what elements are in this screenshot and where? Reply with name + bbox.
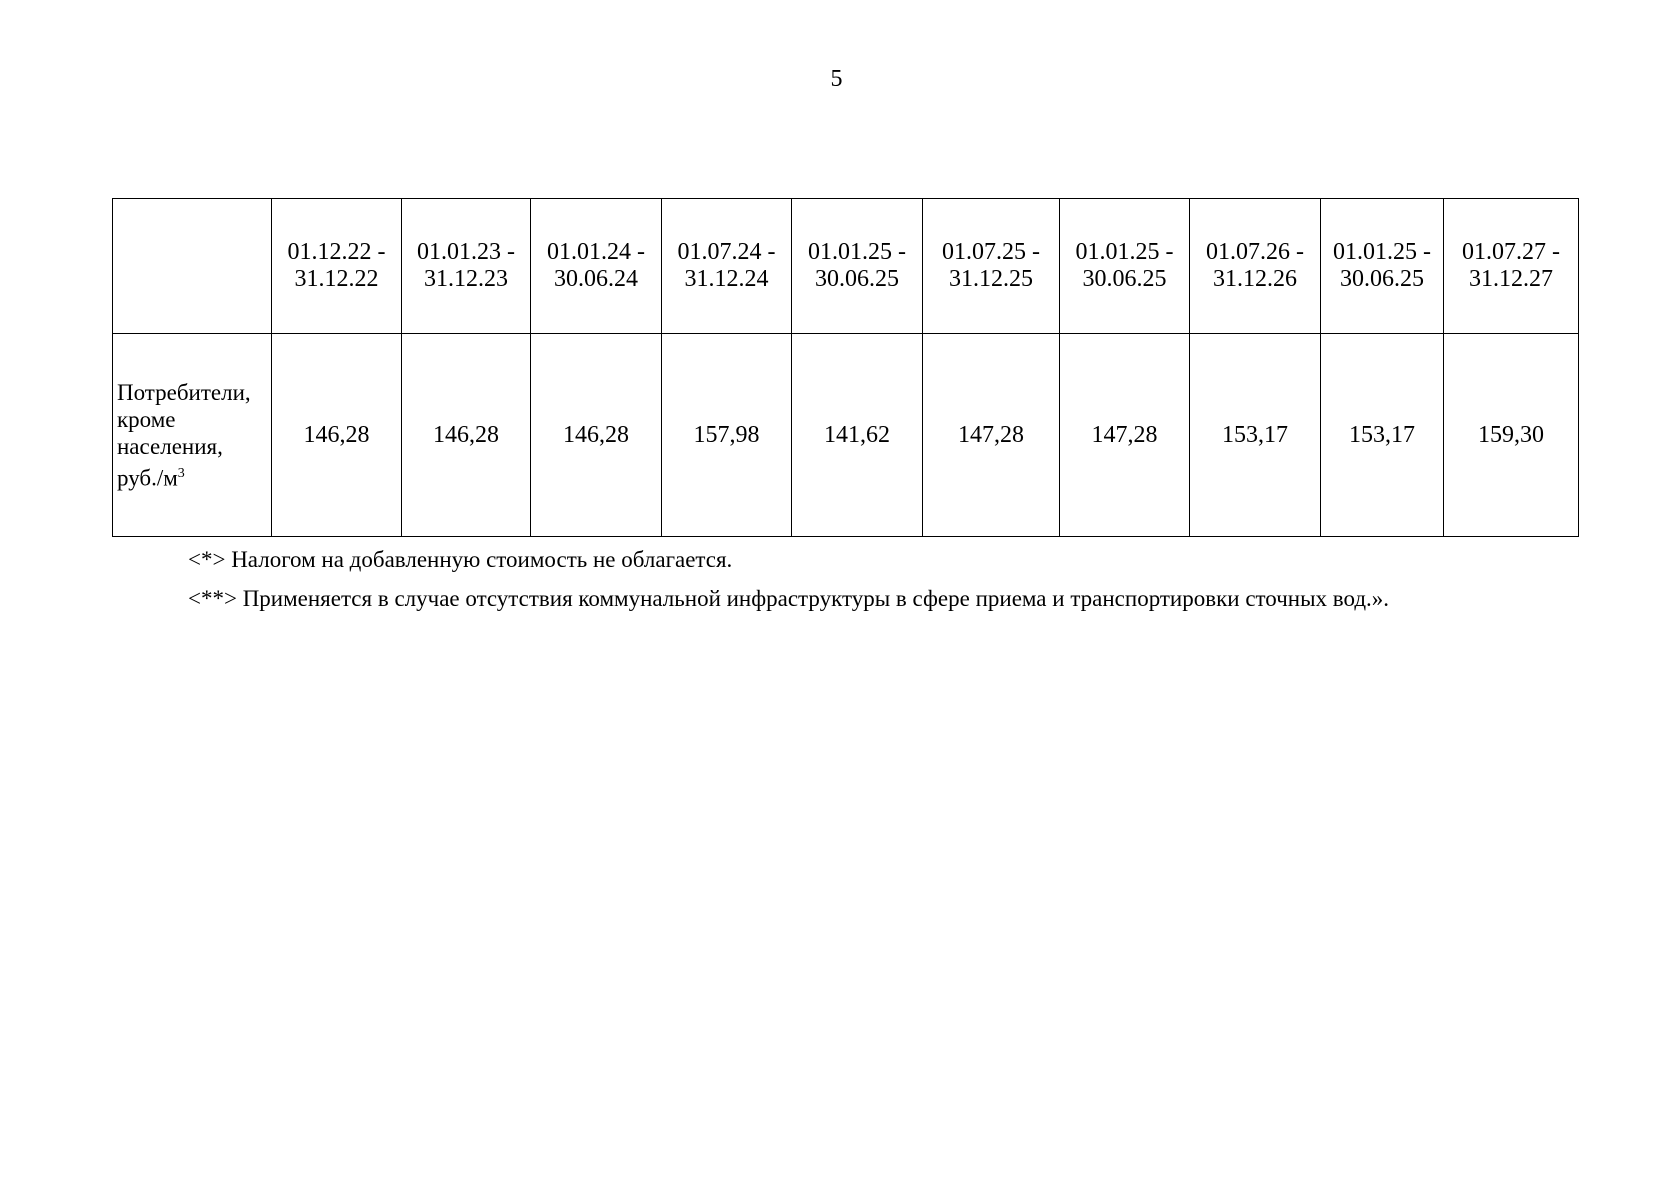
period-cell (1060, 199, 1190, 334)
tariff-value-cell: 146,28 (272, 334, 402, 537)
period-start: 01.01.24 - (547, 239, 645, 265)
period-end: 31.12.23 (424, 266, 508, 292)
period-cell (662, 199, 792, 334)
footnote-vat: <*> Налогом на добавленную стоимость не облагается. (188, 547, 733, 572)
period-start: 01.07.25 - (942, 239, 1040, 265)
period-start: 01.01.25 - (1333, 239, 1431, 265)
period-start: 01.07.24 - (677, 239, 776, 265)
period-cell (792, 199, 923, 334)
period-end: 31.12.27 (1469, 266, 1553, 292)
period-end: 31.12.22 (294, 266, 379, 292)
row-label-line: населения, (117, 433, 223, 459)
period-end: 31.12.26 (1213, 266, 1297, 292)
period-start: 01.01.25 - (808, 239, 906, 265)
period-end: 30.06.25 (815, 266, 899, 292)
period-start: 01.01.25 - (1075, 239, 1174, 265)
table-header-row (113, 199, 1579, 334)
tariff-value-cell: 147,28 (1060, 334, 1190, 537)
tariff-value-cell: 153,17 (1321, 334, 1444, 537)
table-corner-cell (113, 199, 272, 334)
tariff-value-cell: 146,28 (531, 334, 662, 537)
period-start: 01.07.26 - (1206, 239, 1304, 265)
page-number: 5 (830, 66, 843, 92)
period-start: 01.01.23 - (417, 239, 515, 265)
unit-superscript: 3 (177, 465, 185, 481)
row-label-line: Потребители, (117, 379, 251, 405)
period-cell (1444, 199, 1579, 334)
table-row (113, 334, 1579, 537)
footnote-infrastructure: <**> Применяется в случае отсутствия коммунальной инфраструктуры в сфере приема и транспортировки сточных вод.». (188, 586, 1390, 611)
tariff-value-cell: 157,98 (662, 334, 792, 537)
tariff-table (112, 198, 1579, 537)
period-end: 30.06.24 (554, 266, 638, 292)
row-label-unit (117, 460, 268, 492)
period-cell (923, 199, 1060, 334)
period-end: 30.06.25 (1340, 266, 1424, 292)
tariff-value-cell: 141,62 (792, 334, 923, 537)
period-end: 31.12.25 (949, 266, 1033, 292)
period-end: 30.06.25 (1082, 266, 1167, 292)
tariff-value-cell: 147,28 (923, 334, 1060, 537)
period-cell (1190, 199, 1321, 334)
tariff-value-cell: 146,28 (402, 334, 531, 537)
unit-text: руб./м (117, 465, 178, 491)
period-start: 01.12.22 - (287, 239, 386, 265)
footnotes (188, 546, 1568, 624)
row-label-cell (113, 334, 272, 537)
tariff-value-cell: 153,17 (1190, 334, 1321, 537)
period-start: 01.07.27 - (1462, 239, 1560, 265)
row-label-line: кроме (117, 406, 176, 432)
period-cell (1321, 199, 1444, 334)
period-cell (531, 199, 662, 334)
period-cell (402, 199, 531, 334)
tariff-value-cell: 159,30 (1444, 334, 1579, 537)
period-end: 31.12.24 (684, 266, 769, 292)
period-cell (272, 199, 402, 334)
